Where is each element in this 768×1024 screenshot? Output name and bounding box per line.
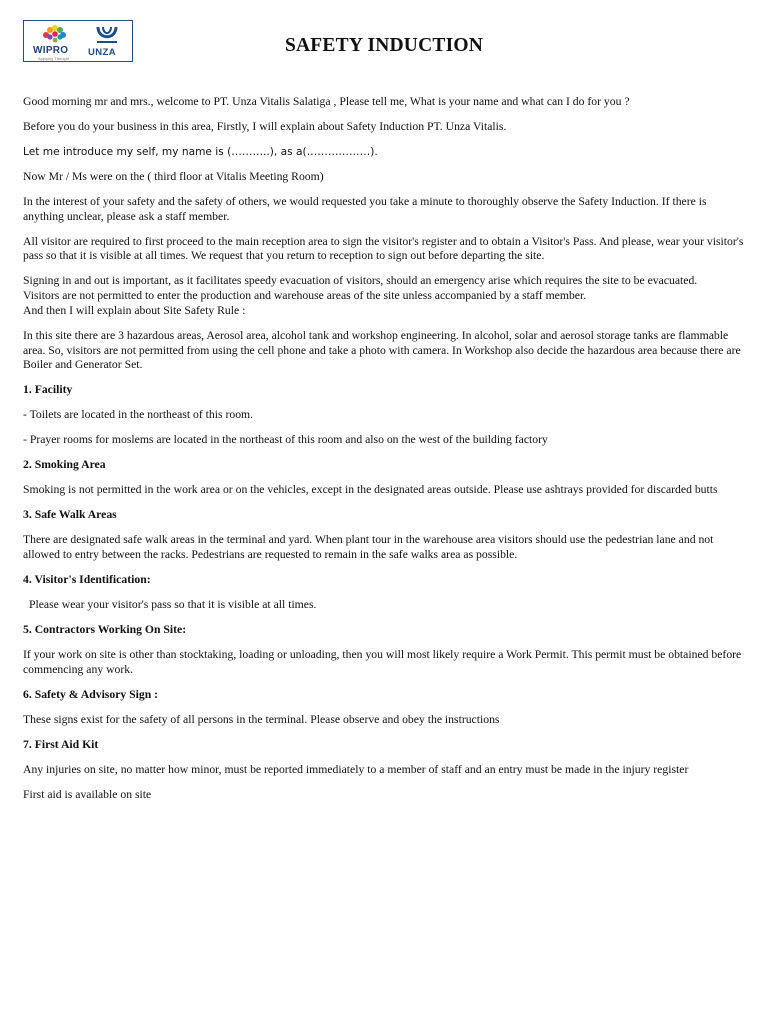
smoking-paragraph: Smoking is not permitted in the work area or on the vehicles, except in the designated areas outside. Please use ashtrays provided for discarded butts <box>23 483 718 497</box>
section-heading-smoking: 2. Smoking Area <box>23 458 106 472</box>
visitors-paragraph: All visitor are required to first proceed to the main reception area to sign the visitor's register and to obtain a Visitor's Pass. And please, wear your visitor's pass so that it is visible at all times. We request that you return to reception to sign out before departing the site. <box>23 234 744 263</box>
safe-walk-paragraph: There are designated safe walk areas in the terminal and yard. When plant tour in the warehouse area visitors should use the pedestrian lane and not allowed to entry between the racks. Pedestrians are requested to remain in the safe walks area as possible. <box>23 533 714 561</box>
first-aid-paragraph-1: Any injuries on site, no matter how minor, must be reported immediately to a member of staff and an entry must be made in the injury register <box>23 762 689 776</box>
interest-paragraph: In the interest of your safety and the safety of others, we would requested you take a minute to thoroughly observe the Safety Induction. If there is anything unclear, please ask a staff member. <box>23 195 707 223</box>
document-body <box>23 95 745 813</box>
rules-intro-paragraph: And then I will explain about Site Safety Rule : <box>23 303 246 317</box>
page-title: SAFETY INDUCTION <box>284 35 484 56</box>
introduce-paragraph: Let me introduce my self, my name is (………..), as a(………………). <box>23 146 378 158</box>
signing-paragraph: Signing in and out is important, as it facilitates speedy evacuation of visitors, should an emergency arise which requires the site to be evacuated. <box>23 274 698 288</box>
section-heading-contractors: 5. Contractors Working On Site: <box>23 622 187 636</box>
wipro-logo-text: WIPRO <box>33 45 69 56</box>
facility-paragraph-2: - Prayer rooms for moslems are located in the northeast of this room and also on the west of the building factory <box>23 433 548 447</box>
location-paragraph: Now Mr / Ms were on the ( third floor at Vitalis Meeting Room) <box>23 170 324 183</box>
facility-paragraph-1: - Toilets are located in the northeast of this room. <box>23 408 254 422</box>
identification-paragraph: Please wear your visitor's pass so that it is visible at all times. <box>29 597 317 611</box>
signs-paragraph: These signs exist for the safety of all persons in the terminal. Please observe and obey the instructions <box>23 712 500 726</box>
wipro-logo-tagline: Applying Thought <box>38 56 70 61</box>
section-heading-safe-walk: 3. Safe Walk Areas <box>23 508 117 522</box>
not-permitted-paragraph: Visitors are not permitted to enter the production and warehouse areas of the site unless accompanied by a staff member. <box>23 289 587 303</box>
section-heading-first-aid: 7. First Aid Kit <box>23 737 99 751</box>
section-heading-signs: 6. Safety & Advisory Sign : <box>23 687 159 701</box>
unza-logo-text: UNZA <box>88 47 116 58</box>
contractors-paragraph: If your work on site is other than stocktaking, loading or unloading, then you will most likely require a Work Permit. This permit must be obtained before commencing any work. <box>23 647 742 676</box>
hazard-paragraph: In this site there are 3 hazardous areas, Aerosol area, alcohol tank and workshop engineering. In alcohol, solar and aerosol storage tanks are flammable area. So, visitors are not permitted from using the cell phone and take a photo with camera. In Workshop also decide the hazardous area because there are Boiler and Generator Set. <box>23 328 741 372</box>
greeting-paragraph: Good morning mr and mrs., welcome to PT. Unza Vitalis Salatiga , Please tell me, What is your name and what can I do for you ? <box>23 95 630 108</box>
section-heading-facility: 1. Facility <box>23 383 73 397</box>
explain-paragraph: Before you do your business in this area, Firstly, I will explain about Safety Induction PT. Unza Vitalis. <box>23 120 507 133</box>
section-heading-identification: 4. Visitor's Identification: <box>23 572 151 586</box>
first-aid-paragraph-2: First aid is available on site <box>23 787 152 801</box>
